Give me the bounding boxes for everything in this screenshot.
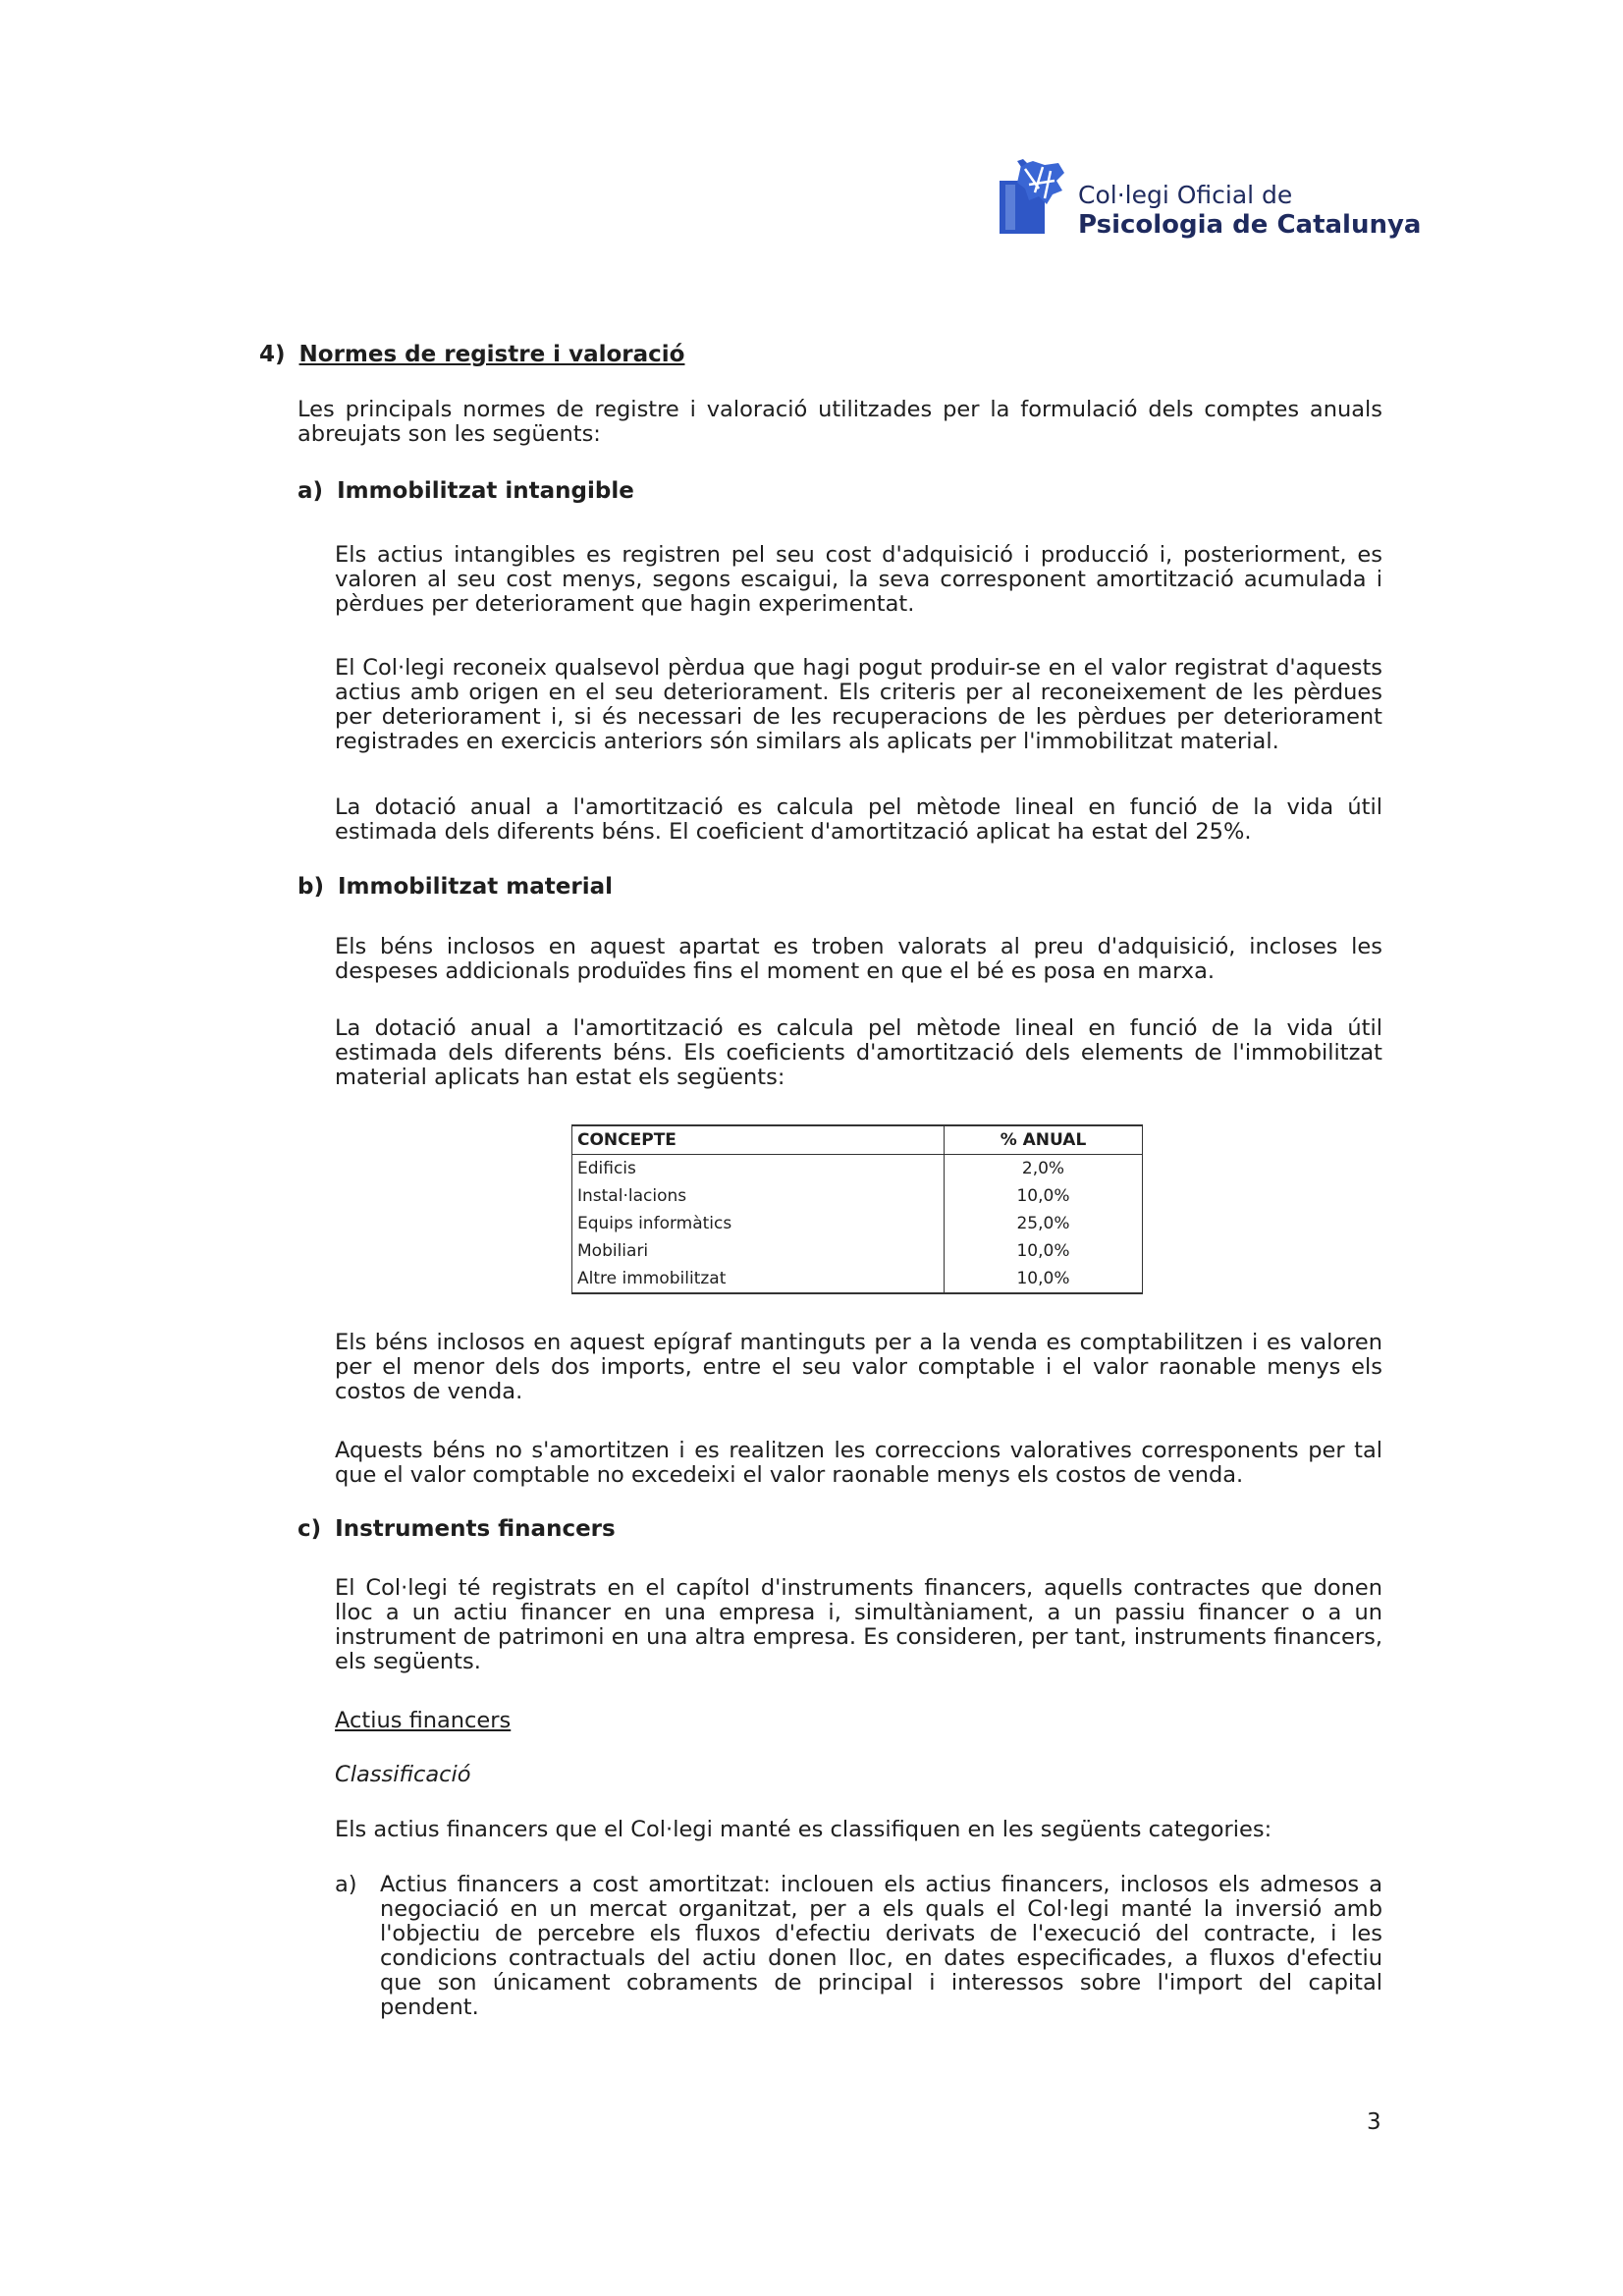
subsection-b-paragraph-4: Aquests béns no s'amortitzen i es realitzen les correccions valoratives corresponents per tal que el valor comptable no excedeixi el valor raonable menys els costos de venda.	[335, 1438, 1382, 1488]
subsection-b-label: b)	[298, 874, 324, 900]
table-header-concepte: CONCEPTE	[572, 1125, 945, 1155]
subsection-b-paragraph-2: La dotació anual a l'amortització es calcula pel mètode lineal en funció de la vida útil estimada dels diferents béns. Els coeficients d'amortització dels elements de l'immobilitzat material aplicats han estat els següents:	[335, 1015, 1382, 1090]
section-intro: Les principals normes de registre i valoració utilitzades per la formulació dels comptes anuals abreujats son les següents:	[298, 397, 1382, 447]
subsection-c-paragraph-2: Els actius financers que el Col·legi manté es classifiquen en les següents categories:	[335, 1817, 1272, 1842]
table-cell-concept: Instal·lacions	[572, 1182, 945, 1210]
logo-emblem-icon	[1000, 159, 1068, 236]
table-cell-concept: Edificis	[572, 1155, 945, 1183]
table-row	[572, 1155, 1143, 1183]
section-title: Normes de registre i valoració	[298, 342, 685, 367]
table-cell-rate: 10,0%	[945, 1182, 1143, 1210]
table-header-anual: % ANUAL	[945, 1125, 1143, 1155]
table-row	[572, 1210, 1143, 1237]
subsection-a-title: Immobilitzat intangible	[337, 478, 634, 504]
list-item-a-text: Actius financers a cost amortitzat: inclouen els actius financers, inclosos els admesos a negociació en un mercat organitzat, per a els quals el Col·legi manté la inversió amb l'objectiu de percebre els fluxos d'efectiu derivats de l'execució del contracte, i les condicions contractuals del actiu donen lloc, en dates especificades, a fluxos d'efectiu que son únicament cobraments de principal i interessos sobre l'import del capital pendent.	[380, 1872, 1382, 2020]
subsection-c-paragraph-1: El Col·legi té registrats en el capítol d'instruments financers, aquells contractes que donen lloc a un actiu financer en una empresa i, simultàniament, a un passiu financer o a un instrument de patrimoni en una altra empresa. Es consideren, per tant, instruments financers, els següents.	[335, 1575, 1382, 1674]
table-cell-rate: 10,0%	[945, 1237, 1143, 1265]
table-header-row	[572, 1125, 1143, 1155]
subsection-b-heading	[298, 874, 613, 900]
classificacio-heading: Classificació	[335, 1762, 471, 1787]
subsection-a-heading	[298, 478, 634, 504]
table-cell-rate: 2,0%	[945, 1155, 1143, 1183]
subsection-b-paragraph-3: Els béns inclosos en aquest epígraf mantinguts per a la venda es comptabilitzen i es valoren per el menor dels dos imports, entre el seu valor comptable i el valor raonable menys els costos de venda.	[335, 1330, 1382, 1404]
table-cell-rate: 10,0%	[945, 1265, 1143, 1293]
section-number: 4)	[259, 342, 286, 367]
table-row	[572, 1265, 1143, 1293]
subsection-b-paragraph-1: Els béns inclosos en aquest apartat es troben valorats al preu d'adquisició, incloses les despeses addicionals produïdes fins el moment en que el bé es posa en marxa.	[335, 934, 1382, 984]
table-cell-rate: 25,0%	[945, 1210, 1143, 1237]
subsection-c-label: c)	[298, 1516, 322, 1542]
table-cell-concept: Equips informàtics	[572, 1210, 945, 1237]
table-row	[572, 1237, 1143, 1265]
depreciation-table	[571, 1124, 1143, 1294]
org-name-line2: Psicologia de Catalunya	[1078, 210, 1422, 240]
org-name-line1: Col·legi Oficial de	[1078, 181, 1293, 209]
actius-financers-heading: Actius financers	[335, 1708, 512, 1733]
subsection-c-heading	[298, 1516, 616, 1542]
subsection-a-paragraph-3: La dotació anual a l'amortització es calcula pel mètode lineal en funció de la vida útil estimada dels diferents béns. El coeficient d'amortització aplicat ha estat del 25%.	[335, 794, 1382, 845]
subsection-a-paragraph-2: El Col·legi reconeix qualsevol pèrdua que hagi pogut produir-se en el valor registrat d'aquests actius amb origen en el seu deteriorament. Els criteris per al reconeixement de les pèrdues per deteriorament i, si és necessari de les recuperacions de les pèrdues per deteriorament registrades en exercicis anteriors són similars als aplicats per l'immobilitzat material.	[335, 655, 1382, 754]
subsection-c-title: Instruments financers	[335, 1516, 616, 1542]
table-cell-concept: Altre immobilitzat	[572, 1265, 945, 1293]
page-number: 3	[1367, 2109, 1381, 2135]
subsection-b-title: Immobilitzat material	[338, 874, 614, 900]
table-row	[572, 1182, 1143, 1210]
table-cell-concept: Mobiliari	[572, 1237, 945, 1265]
subsection-a-paragraph-1: Els actius intangibles es registren pel seu cost d'adquisició i producció i, posteriorment, es valoren al seu cost menys, segons escaigui, la seva corresponent amortització acumulada i pèrdues per deteriorament que hagin experimentat.	[335, 542, 1382, 617]
subsection-a-label: a)	[298, 478, 324, 504]
org-logo	[1000, 157, 1422, 246]
section-heading	[259, 342, 684, 367]
list-item-a-label: a)	[335, 1872, 357, 1897]
